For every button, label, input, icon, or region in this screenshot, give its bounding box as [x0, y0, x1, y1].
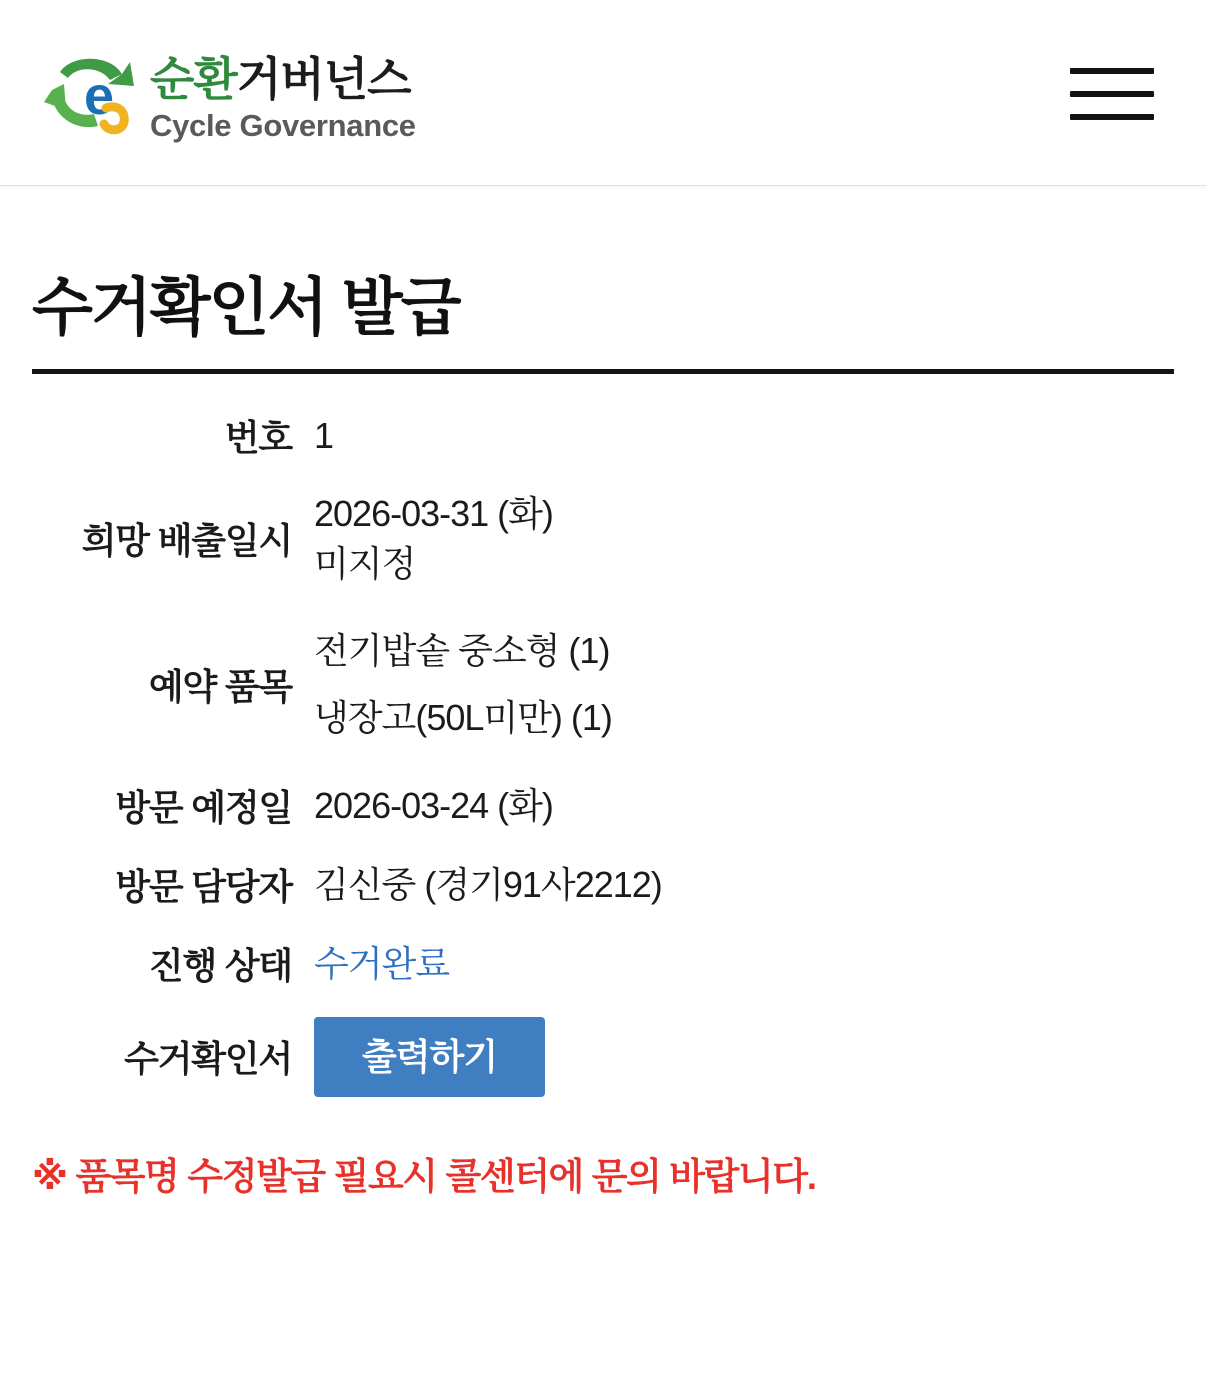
- hamburger-menu-icon[interactable]: [1070, 62, 1154, 126]
- site-header: [0, 0, 1206, 186]
- number-value: 1: [314, 414, 334, 456]
- status-badge[interactable]: 수거완료: [314, 942, 450, 984]
- row-label-status: 진행 상태: [148, 944, 292, 986]
- row-value-status: [314, 924, 1174, 1003]
- table-row: [32, 396, 1174, 475]
- row-label-certificate: 수거확인서: [124, 1038, 292, 1080]
- desired-time-value: 미지정: [314, 542, 416, 584]
- hamburger-bar-3: [1070, 114, 1154, 120]
- brand-name-korean: [150, 53, 416, 105]
- visit-agent-value: 김신중 (경기91사2212): [314, 863, 662, 905]
- row-value-certificate: [314, 1003, 1174, 1111]
- table-row: [32, 845, 1174, 924]
- row-label-number: 번호: [224, 417, 292, 459]
- brand-name-korean-part1: 순환: [150, 53, 237, 105]
- print-certificate-button[interactable]: 출력하기: [314, 1017, 545, 1097]
- row-label-visit-date: 방문 예정일: [115, 786, 292, 828]
- brand-name-english: Cycle Governance: [150, 108, 416, 143]
- table-row: [32, 1003, 1174, 1111]
- desired-date-value: 2026-03-31 (화): [314, 493, 553, 535]
- table-row: [32, 766, 1174, 845]
- list-item: 전기밥솥 중소형 (1): [314, 629, 610, 671]
- title-divider: [32, 369, 1174, 374]
- notice-text: ※ 품목명 수정발급 필요시 콜센터에 문의 바랍니다.: [32, 1155, 816, 1197]
- row-value-items: [314, 603, 1174, 766]
- row-value-number: [314, 396, 1174, 475]
- collection-detail-table: [32, 396, 1174, 1111]
- svg-text:e: e: [84, 66, 115, 126]
- table-row: [32, 924, 1174, 1003]
- hamburger-bar-1: [1070, 68, 1154, 74]
- row-value-desired-date: [314, 475, 1174, 602]
- table-row: [32, 603, 1174, 766]
- row-label-items: 예약 품목: [148, 665, 292, 707]
- hamburger-bar-2: [1070, 91, 1154, 97]
- row-value-visit-agent: [314, 845, 1174, 924]
- row-value-visit-date: [314, 766, 1174, 845]
- brand-name-korean-part2: 거버넌스: [236, 53, 411, 105]
- table-row: [32, 475, 1174, 602]
- row-label-desired-date: 희망 배출일시: [81, 520, 292, 562]
- list-item: 냉장고(50L미만) (1): [314, 697, 612, 739]
- page-title: 수거확인서 발급: [32, 273, 460, 343]
- brand-logo[interactable]: [44, 52, 416, 141]
- visit-date-value: 2026-03-24 (화): [314, 784, 553, 826]
- cycle-arrow-logo-icon: [44, 52, 136, 136]
- row-label-visit-agent: 방문 담당자: [115, 865, 292, 907]
- page-content: [0, 186, 1206, 1201]
